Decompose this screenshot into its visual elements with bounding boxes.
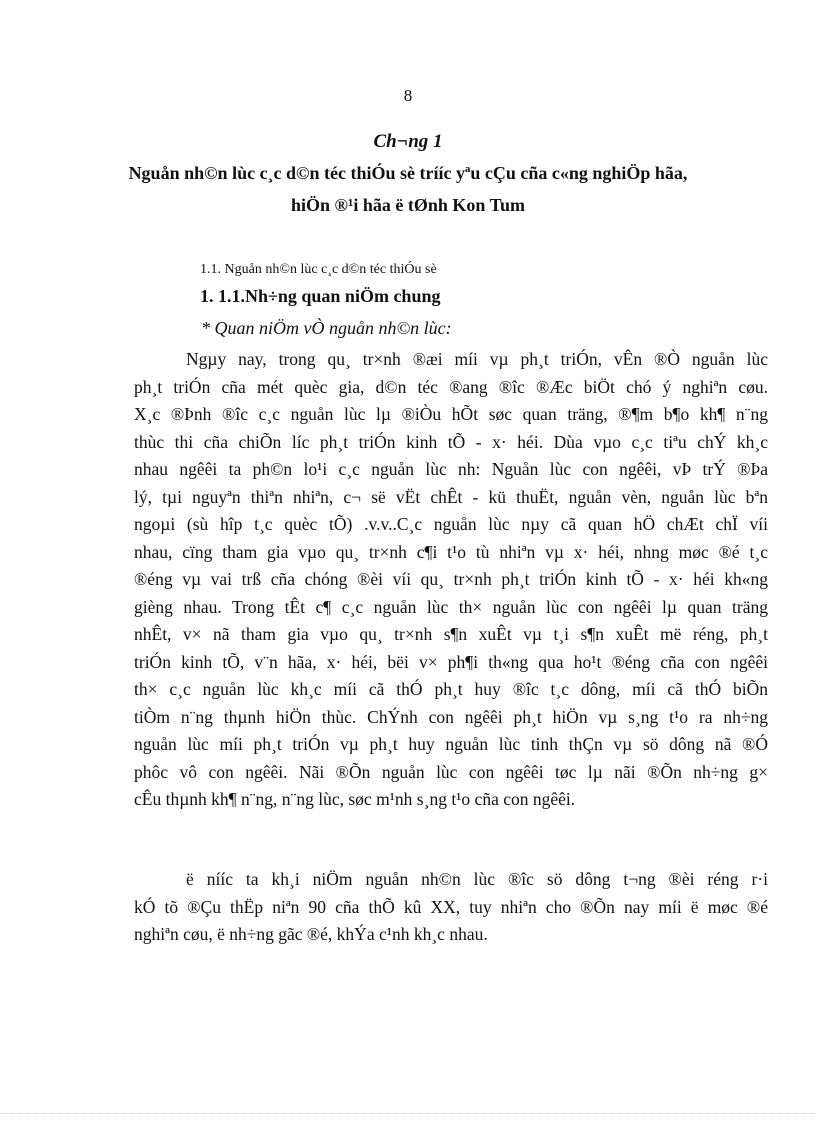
subsection-heading: 1. 1.1.Nh÷ng quan niÖm chung [200, 286, 441, 306]
paragraph-line: nhau, cïng tham gia vµo qu¸ tr×nh c¶i t¹o tù nhiªn vµ x· héi, nhng møc ®é t¸c [134, 541, 768, 562]
paragraph-line: tiÒm n¨ng thµnh hiÖn thùc. ChÝnh con ngêêi ph¸t hiÖn vµ s¸ng t¹o ra nh÷ng [134, 706, 768, 727]
concept-heading: * Quan niÖm vÒ nguån nh©n lùc: [201, 318, 452, 338]
page-number: 8 [403, 86, 413, 105]
paragraph-line: ngoµi (sù hîp t¸c quèc tÕ) .v.v..C¸c nguån lùc nµy cã quan hÖ chÆt chÏ víi [134, 514, 768, 534]
chapter-title-line-1: Nguån nh©n lùc c¸c d©n téc thiÓu sè trííc yªu cÇu cña c«ng nghiÖp hãa, [128, 163, 688, 183]
paragraph-line: ë nííc ta kh¸i niÖm nguån nh©n lùc ®îc sö dông t¬ng ®èi réng r·i [186, 869, 768, 889]
paragraph-line: cÊu thµnh kh¶ n¨ng, n¨ng lùc, søc m¹nh s¸ng t¹o cña con ngêêi. [134, 789, 576, 809]
paragraph-line: ®éng vµ vai trß cña chóng ®èi víi qu¸ tr×nh ph¸t triÓn kinh tÕ - x· héi kh«ng [134, 569, 768, 589]
paragraph-line: nhau ngêêi ta ph©n lo¹i c¸c nguån lùc nh: Nguån lùc con ngêêi, vÞ trÝ ®Þa [134, 459, 768, 479]
paragraph-line: gièng nhau. Trong tÊt c¶ c¸c nguån lùc th× nguån lùc con ngêêi lµ quan träng [134, 596, 768, 617]
paragraph-line: ph¸t triÓn cña mét quèc gia, d©n téc ®ang ®îc ®Æc biÖt chó ý nghiªn cøu. [134, 376, 768, 397]
paragraph-line: lý, tµi nguyªn thiªn nhiªn, c¬ së vËt chÊt - kü thuËt, nguån vèn, nguån lùc bªn [134, 486, 768, 507]
paragraph-line: X¸c ®Þnh ®îc c¸c nguån lùc lµ ®iÒu hÕt søc quan träng, ®¶m b¶o kh¶ n¨ng [134, 404, 768, 424]
paragraph-line: th× c¸c nguån lùc kh¸c míi cã thÓ ph¸t huy ®îc t¸c dông, míi cã thÓ biÕn [134, 679, 768, 699]
chapter-label: Ch¬ng 1 [373, 131, 443, 152]
paragraph-2 [134, 866, 768, 949]
paragraph-line: phôc vô con ngêêi. Nãi ®Õn nguån lùc con ngêêi tøc lµ nãi ®Õn nh÷ng g× [134, 761, 768, 782]
chapter-title-line-2: hiÖn ®¹i hãa ë tØnh Kon Tum [291, 195, 525, 215]
paragraph-1 [134, 346, 768, 814]
paragraph-line: nguån lùc míi ph¸t triÓn vµ ph¸t huy nguån lùc tinh thÇn vµ sö dông nã ®Ó [134, 734, 768, 754]
paragraph-line: thùc thi cña chiÕn líc ph¸t triÓn kinh tÕ - x· héi. Dùa vµo c¸c tiªu chÝ kh¸c [134, 431, 768, 452]
paragraph-line: Ngµy nay, trong qu¸ tr×nh ®æi míi vµ ph¸t triÓn, vÊn ®Ò nguån lùc [186, 349, 768, 369]
paragraph-line: kÓ tõ ®Çu thËp niªn 90 cña thÕ kû XX, tuy nhiªn cho ®Õn nay míi ë møc ®é [134, 896, 768, 917]
paragraph-line: nhÊt, v× nã tham gia vµo qu¸ tr×nh s¶n xuÊt vµ t¸i s¶n xuÊt më réng, ph¸t [134, 624, 768, 644]
paragraph-line: nghiªn cøu, ë nh÷ng gãc ®é, khÝa c¹nh kh¸c nhau. [134, 924, 488, 944]
paragraph-line: triÓn kinh tÕ, v¨n hãa, x· héi, bëi v× ph¶i th«ng qua ho¹t ®éng cña con ngêêi [134, 651, 768, 672]
page-bottom-rule [0, 1113, 816, 1114]
section-heading: 1.1. Nguån nh©n lùc c¸c d©n téc thiÓu sè [200, 262, 437, 277]
